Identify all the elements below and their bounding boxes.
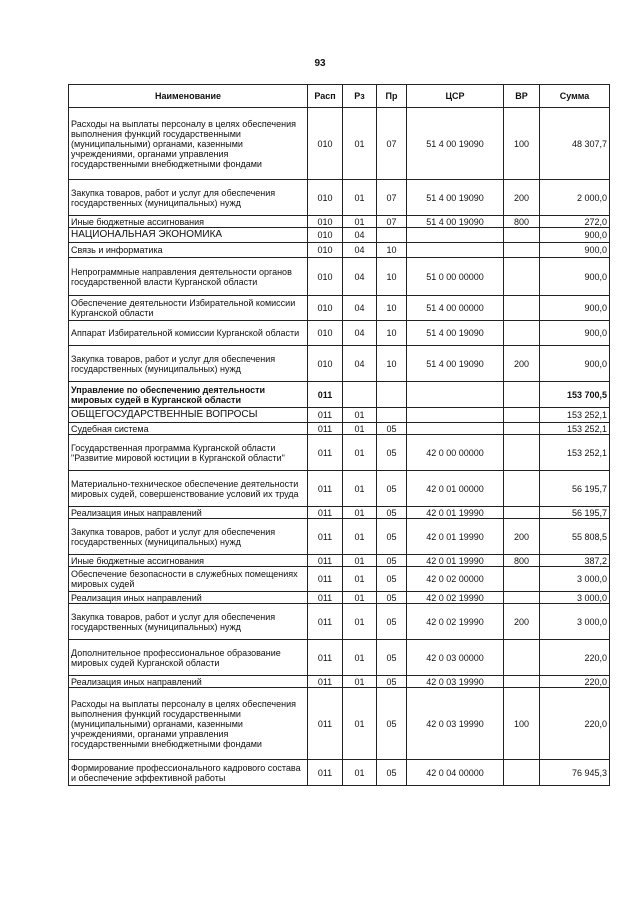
table-row: [69, 688, 610, 760]
cell-rasp: 011: [308, 688, 343, 760]
cell-csr: 51 4 00 19090: [407, 108, 504, 180]
cell-csr: [407, 228, 504, 243]
table-row: [69, 507, 610, 519]
cell-vr: 100: [504, 688, 540, 760]
table-row: [69, 108, 610, 180]
cell-pr: [377, 408, 407, 423]
cell-rasp: 010: [308, 296, 343, 321]
cell-name: Закупка товаров, работ и услуг для обеспечения государственных (муниципальных) нужд: [69, 346, 308, 382]
cell-vr: [504, 592, 540, 604]
cell-rasp: 011: [308, 519, 343, 555]
cell-sum: 2 000,0: [540, 180, 610, 216]
cell-vr: [504, 228, 540, 243]
table-body: [69, 108, 610, 786]
cell-pr: 05: [377, 592, 407, 604]
cell-pr: 10: [377, 346, 407, 382]
cell-vr: [504, 471, 540, 507]
table-row: [69, 471, 610, 507]
cell-name: Реализация иных направлений: [69, 676, 308, 688]
table-row: [69, 321, 610, 346]
header-csr: ЦСР: [407, 85, 504, 108]
cell-rasp: 010: [308, 108, 343, 180]
cell-sum: 55 808,5: [540, 519, 610, 555]
table-row: [69, 604, 610, 640]
cell-csr: 42 0 00 00000: [407, 435, 504, 471]
cell-vr: [504, 243, 540, 258]
cell-rz: 01: [343, 604, 377, 640]
cell-rasp: 011: [308, 555, 343, 567]
cell-rz: 01: [343, 180, 377, 216]
cell-pr: 05: [377, 507, 407, 519]
table-row: [69, 555, 610, 567]
cell-rz: 01: [343, 108, 377, 180]
table-header-row: [69, 85, 610, 108]
cell-pr: 05: [377, 676, 407, 688]
table-row: [69, 408, 610, 423]
cell-rasp: 011: [308, 676, 343, 688]
cell-name: ОБЩЕГОСУДАРСТВЕННЫЕ ВОПРОСЫ: [69, 408, 308, 423]
cell-name: Иные бюджетные ассигнования: [69, 216, 308, 228]
cell-name: Дополнительное профессиональное образование мировых судей Курганской области: [69, 640, 308, 676]
table-row: [69, 519, 610, 555]
cell-pr: 05: [377, 555, 407, 567]
cell-name: Реализация иных направлений: [69, 592, 308, 604]
table-row: [69, 676, 610, 688]
cell-csr: [407, 423, 504, 435]
cell-csr: 51 4 00 19090: [407, 346, 504, 382]
cell-rz: 01: [343, 760, 377, 786]
cell-csr: 42 0 02 19990: [407, 592, 504, 604]
table-row: [69, 567, 610, 592]
cell-rasp: 010: [308, 180, 343, 216]
cell-pr: 05: [377, 423, 407, 435]
cell-csr: 42 0 02 19990: [407, 604, 504, 640]
cell-name: Государственная программа Курганской области "Развитие мировой юстиции в Курганской области": [69, 435, 308, 471]
table-row: [69, 180, 610, 216]
cell-sum: 900,0: [540, 321, 610, 346]
cell-vr: 200: [504, 604, 540, 640]
cell-csr: 42 0 03 19990: [407, 688, 504, 760]
cell-csr: 42 0 01 00000: [407, 471, 504, 507]
cell-pr: 05: [377, 604, 407, 640]
cell-rz: 01: [343, 592, 377, 604]
table-row: [69, 346, 610, 382]
cell-name: Связь и информатика: [69, 243, 308, 258]
cell-pr: 05: [377, 760, 407, 786]
table-row: [69, 258, 610, 296]
cell-pr: 10: [377, 258, 407, 296]
cell-rz: 01: [343, 471, 377, 507]
cell-pr: 05: [377, 688, 407, 760]
cell-sum: 3 000,0: [540, 604, 610, 640]
cell-sum: 900,0: [540, 228, 610, 243]
cell-rasp: 010: [308, 346, 343, 382]
cell-rz: 01: [343, 435, 377, 471]
cell-rasp: 011: [308, 408, 343, 423]
table-row: [69, 435, 610, 471]
cell-csr: 42 0 01 19990: [407, 555, 504, 567]
cell-vr: [504, 321, 540, 346]
cell-csr: 42 0 01 19990: [407, 507, 504, 519]
cell-name: Обеспечение деятельности Избирательной комиссии Курганской области: [69, 296, 308, 321]
cell-name: Управление по обеспечению деятельности мировых судей в Курганской области: [69, 382, 308, 408]
cell-rz: 01: [343, 216, 377, 228]
cell-pr: 10: [377, 321, 407, 346]
cell-pr: 07: [377, 108, 407, 180]
cell-vr: [504, 258, 540, 296]
cell-sum: 56 195,7: [540, 507, 610, 519]
cell-name: Обеспечение безопасности в служебных помещениях мировых судей: [69, 567, 308, 592]
cell-name: Аппарат Избирательной комиссии Курганской области: [69, 321, 308, 346]
cell-csr: 51 4 00 19090: [407, 180, 504, 216]
cell-rz: 01: [343, 408, 377, 423]
cell-rz: 04: [343, 346, 377, 382]
cell-csr: 42 0 02 00000: [407, 567, 504, 592]
cell-vr: 100: [504, 108, 540, 180]
cell-name: Формирование профессионального кадрового состава и обеспечение эффективной работы: [69, 760, 308, 786]
cell-sum: 153 252,1: [540, 408, 610, 423]
cell-pr: 10: [377, 243, 407, 258]
cell-vr: 800: [504, 216, 540, 228]
cell-pr: [377, 228, 407, 243]
cell-pr: 05: [377, 519, 407, 555]
cell-name: НАЦИОНАЛЬНАЯ ЭКОНОМИКА: [69, 228, 308, 243]
cell-csr: [407, 382, 504, 408]
cell-sum: 900,0: [540, 243, 610, 258]
cell-vr: [504, 760, 540, 786]
cell-rasp: 010: [308, 228, 343, 243]
cell-csr: 51 4 00 19090: [407, 321, 504, 346]
cell-name: Расходы на выплаты персоналу в целях обеспечения выполнения функций государственными (муниципальными) органами, казенными учреждениями, органами управления государственными внебюджетными фондами: [69, 688, 308, 760]
table-row: [69, 228, 610, 243]
cell-rasp: 011: [308, 423, 343, 435]
cell-rz: 04: [343, 321, 377, 346]
cell-sum: 900,0: [540, 258, 610, 296]
cell-vr: [504, 640, 540, 676]
cell-vr: [504, 423, 540, 435]
cell-sum: 272,0: [540, 216, 610, 228]
cell-sum: 220,0: [540, 640, 610, 676]
cell-sum: 900,0: [540, 296, 610, 321]
cell-csr: 42 0 03 19990: [407, 676, 504, 688]
header-name: Наименование: [69, 85, 308, 108]
cell-csr: 51 4 00 19090: [407, 216, 504, 228]
cell-rasp: 011: [308, 604, 343, 640]
cell-name: Закупка товаров, работ и услуг для обеспечения государственных (муниципальных) нужд: [69, 180, 308, 216]
cell-rz: 01: [343, 640, 377, 676]
header-rz: Рз: [343, 85, 377, 108]
cell-name: Закупка товаров, работ и услуг для обеспечения государственных (муниципальных) нужд: [69, 519, 308, 555]
cell-vr: 200: [504, 346, 540, 382]
cell-rasp: 011: [308, 382, 343, 408]
cell-vr: [504, 296, 540, 321]
cell-name: Закупка товаров, работ и услуг для обеспечения государственных (муниципальных) нужд: [69, 604, 308, 640]
cell-rz: 04: [343, 243, 377, 258]
cell-name: Реализация иных направлений: [69, 507, 308, 519]
cell-name: Материально-техническое обеспечение деятельности мировых судей, совершенствование условий их труда: [69, 471, 308, 507]
cell-rz: 01: [343, 676, 377, 688]
cell-pr: 10: [377, 296, 407, 321]
cell-name: Судебная система: [69, 423, 308, 435]
cell-csr: 42 0 04 00000: [407, 760, 504, 786]
cell-csr: [407, 408, 504, 423]
cell-vr: 800: [504, 555, 540, 567]
header-pr: Пр: [377, 85, 407, 108]
cell-rasp: 011: [308, 471, 343, 507]
cell-rz: 01: [343, 519, 377, 555]
page-number: 93: [314, 58, 326, 69]
cell-rz: [343, 382, 377, 408]
table-row: [69, 592, 610, 604]
cell-csr: 51 0 00 00000: [407, 258, 504, 296]
table-row: [69, 640, 610, 676]
table-row: [69, 296, 610, 321]
cell-sum: 48 307,7: [540, 108, 610, 180]
cell-rasp: 010: [308, 321, 343, 346]
cell-sum: 76 945,3: [540, 760, 610, 786]
cell-name: Непрограммные направления деятельности органов государственной власти Курганской области: [69, 258, 308, 296]
cell-vr: 200: [504, 180, 540, 216]
cell-rasp: 010: [308, 216, 343, 228]
cell-pr: 07: [377, 180, 407, 216]
cell-rz: 01: [343, 688, 377, 760]
cell-rz: 01: [343, 567, 377, 592]
cell-rz: 01: [343, 507, 377, 519]
cell-rz: 04: [343, 228, 377, 243]
budget-table: [68, 84, 610, 786]
header-vr: ВР: [504, 85, 540, 108]
cell-rz: 01: [343, 555, 377, 567]
cell-csr: 42 0 01 19990: [407, 519, 504, 555]
cell-pr: 05: [377, 567, 407, 592]
table-row: [69, 760, 610, 786]
header-sum: Сумма: [540, 85, 610, 108]
cell-rasp: 010: [308, 258, 343, 296]
cell-csr: [407, 243, 504, 258]
cell-pr: 05: [377, 435, 407, 471]
cell-csr: 42 0 03 00000: [407, 640, 504, 676]
cell-pr: 07: [377, 216, 407, 228]
cell-sum: 3 000,0: [540, 567, 610, 592]
header-rasp: Расп: [308, 85, 343, 108]
cell-rasp: 011: [308, 640, 343, 676]
cell-sum: 220,0: [540, 676, 610, 688]
cell-rz: 04: [343, 258, 377, 296]
cell-vr: [504, 408, 540, 423]
table-row: [69, 216, 610, 228]
cell-pr: 05: [377, 471, 407, 507]
cell-sum: 56 195,7: [540, 471, 610, 507]
cell-vr: [504, 507, 540, 519]
cell-sum: 3 000,0: [540, 592, 610, 604]
cell-sum: 900,0: [540, 346, 610, 382]
cell-vr: [504, 435, 540, 471]
cell-rasp: 011: [308, 435, 343, 471]
cell-rasp: 011: [308, 567, 343, 592]
cell-name: Расходы на выплаты персоналу в целях обеспечения выполнения функций государственными (муниципальными) органами, казенными учреждениями, органами управления государственными внебюджетными фондами: [69, 108, 308, 180]
cell-rz: 01: [343, 423, 377, 435]
cell-sum: 153 700,5: [540, 382, 610, 408]
cell-sum: 153 252,1: [540, 435, 610, 471]
cell-vr: [504, 382, 540, 408]
cell-pr: [377, 382, 407, 408]
cell-sum: 220,0: [540, 688, 610, 760]
table-row: [69, 382, 610, 408]
cell-rz: 04: [343, 296, 377, 321]
cell-rasp: 011: [308, 760, 343, 786]
cell-pr: 05: [377, 640, 407, 676]
cell-vr: 200: [504, 519, 540, 555]
cell-name: Иные бюджетные ассигнования: [69, 555, 308, 567]
cell-rasp: 010: [308, 243, 343, 258]
cell-sum: 387,2: [540, 555, 610, 567]
table-row: [69, 423, 610, 435]
cell-sum: 153 252,1: [540, 423, 610, 435]
table-row: [69, 243, 610, 258]
cell-rasp: 011: [308, 507, 343, 519]
cell-vr: [504, 676, 540, 688]
cell-csr: 51 4 00 00000: [407, 296, 504, 321]
cell-rasp: 011: [308, 592, 343, 604]
cell-vr: [504, 567, 540, 592]
